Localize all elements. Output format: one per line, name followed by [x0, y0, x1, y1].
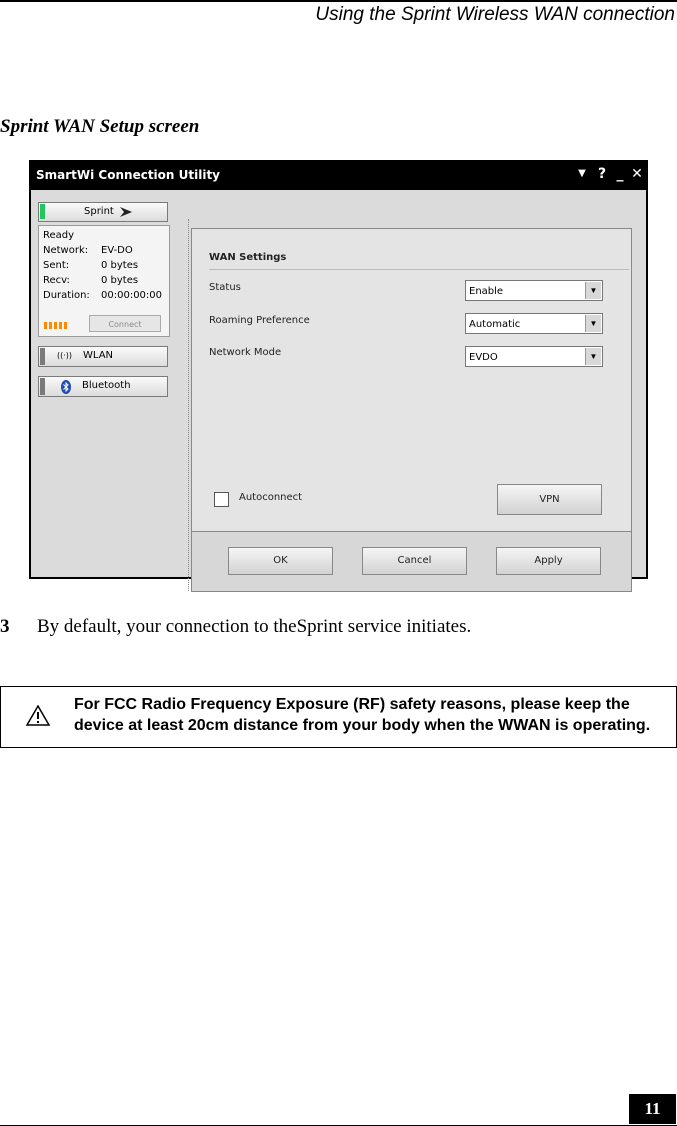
- sprint-connection-button[interactable]: [38, 202, 168, 222]
- note-text: For FCC Radio Frequency Exposure (RF) safety reasons, please keep the device at least 20cm distance from your body when the WWAN is operating.: [74, 696, 651, 734]
- status-label: Status: [209, 282, 241, 293]
- network-mode-label: Network Mode: [209, 347, 282, 358]
- wan-settings-heading: WAN Settings: [209, 252, 287, 263]
- autoconnect-label: Autoconnect: [239, 492, 303, 503]
- sent-value: 0 bytes: [101, 260, 139, 271]
- minimize-icon[interactable]: _: [616, 166, 624, 182]
- network-label: Network:: [43, 245, 89, 256]
- sent-label: Sent:: [43, 260, 70, 271]
- settings-area: [192, 229, 631, 532]
- duration-value: 00:00:00:00: [101, 290, 163, 301]
- page-number: 11: [629, 1094, 676, 1124]
- connection-status-box: [38, 225, 170, 337]
- status-dropdown[interactable]: [465, 280, 603, 301]
- step-text: By default, your connection to theSprint service initiates.: [37, 616, 472, 637]
- status-row-sent: [43, 260, 139, 271]
- connect-button[interactable]: Connect: [89, 315, 161, 332]
- network-mode-dropdown[interactable]: [465, 346, 603, 367]
- autoconnect-checkbox[interactable]: [214, 492, 229, 507]
- sprint-logo-icon: [119, 206, 133, 218]
- network-value: EV-DO: [101, 245, 133, 256]
- recv-label: Recv:: [43, 275, 70, 286]
- wlan-status-indicator: [40, 348, 45, 365]
- wan-settings-panel: [191, 228, 632, 592]
- apply-button[interactable]: Apply: [496, 547, 601, 575]
- window-client-area: [31, 190, 646, 577]
- sprint-status-indicator: [40, 204, 45, 219]
- signal-strength-icon: [44, 321, 69, 332]
- chevron-down-icon[interactable]: ▼: [585, 348, 601, 365]
- step-number: 3: [0, 616, 10, 637]
- header-rule: [0, 0, 677, 2]
- status-row-recv: [43, 275, 139, 286]
- rf-safety-note: [0, 686, 677, 748]
- roaming-preference-value: Automatic: [469, 319, 521, 330]
- status-text: Ready: [43, 230, 75, 241]
- step-3: [0, 616, 471, 638]
- help-icon[interactable]: ?: [597, 166, 607, 182]
- heading-separator: [209, 269, 629, 270]
- status-row-network: [43, 245, 133, 256]
- roaming-preference-dropdown[interactable]: [465, 313, 603, 334]
- network-mode-value: EVDO: [469, 352, 498, 363]
- sprint-label: Sprint: [84, 206, 114, 217]
- window-title: SmartWi Connection Utility: [36, 168, 221, 182]
- section-title: Sprint WAN Setup screen: [0, 116, 200, 137]
- chevron-down-icon[interactable]: ▼: [585, 315, 601, 332]
- window-titlebar: [29, 160, 648, 190]
- bluetooth-connection-button[interactable]: [38, 376, 168, 397]
- menu-dropdown-icon[interactable]: ▼: [578, 168, 586, 179]
- close-icon[interactable]: ✕: [631, 166, 643, 182]
- wlan-connection-button[interactable]: [38, 346, 168, 367]
- app-window: [29, 160, 648, 579]
- vpn-button[interactable]: VPN: [497, 484, 602, 515]
- wlan-label: WLAN: [83, 350, 114, 361]
- recv-value: 0 bytes: [101, 275, 139, 286]
- bluetooth-label: Bluetooth: [82, 380, 131, 391]
- cancel-button[interactable]: Cancel: [362, 547, 467, 575]
- panel-divider: [188, 219, 190, 591]
- roaming-preference-label: Roaming Preference: [209, 315, 310, 326]
- duration-label: Duration:: [43, 290, 90, 301]
- status-row-duration: [43, 290, 163, 301]
- bluetooth-status-indicator: [40, 378, 45, 395]
- wlan-icon: ((·)): [57, 351, 73, 360]
- status-value: Enable: [469, 286, 504, 297]
- chevron-down-icon[interactable]: ▼: [585, 282, 601, 299]
- ok-button[interactable]: OK: [228, 547, 333, 575]
- warning-icon: [26, 705, 50, 726]
- bluetooth-icon: [61, 380, 71, 394]
- running-header: Using the Sprint Wireless WAN connection: [315, 4, 675, 25]
